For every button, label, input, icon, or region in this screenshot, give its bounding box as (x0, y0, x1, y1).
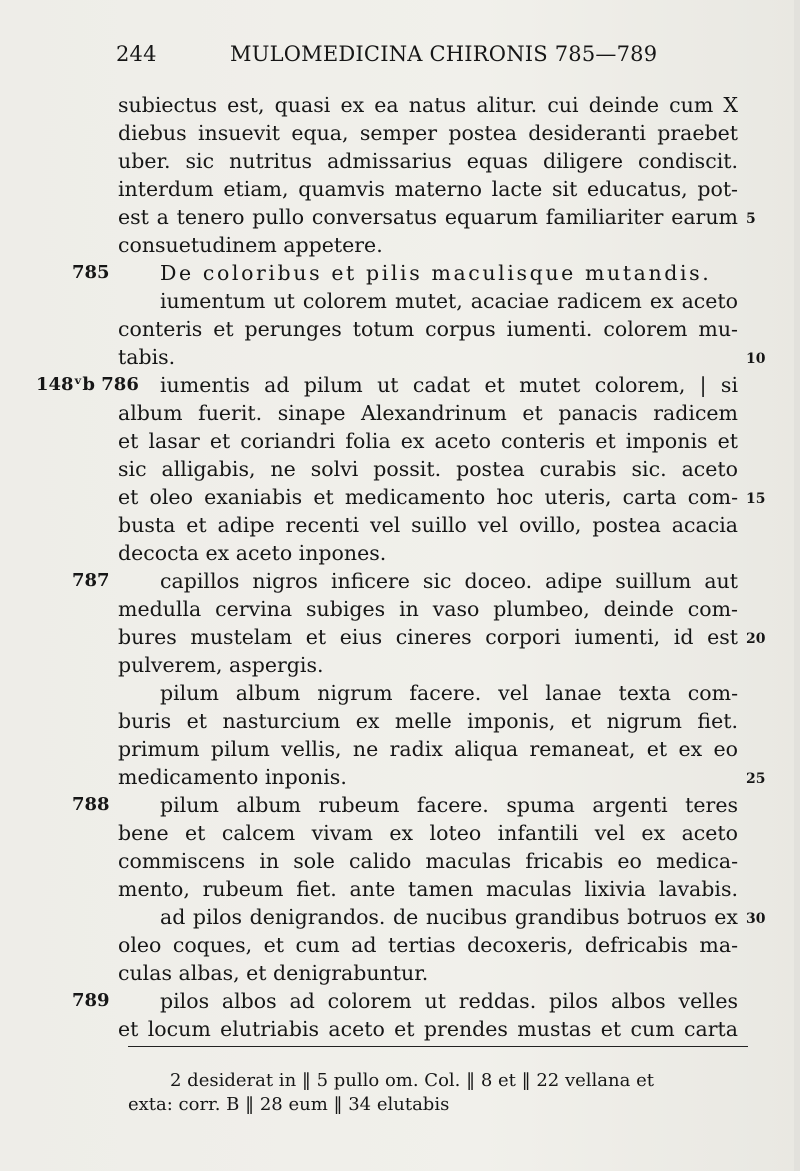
text-line: bures mustelam et eius cineres corpori iumenti, id est (118, 625, 738, 649)
text-line: culas albas, et denigrabuntur. (118, 961, 429, 985)
text-line: pilum album rubeum facere. spuma argenti teres (160, 793, 738, 817)
footnote-line: 2 desiderat in ‖ 5 pullo om. Col. ‖ 8 et ‖ 22 vellana et (170, 1070, 654, 1091)
text-line: et oleo exaniabis et medicamento hoc uteris, carta com- (118, 485, 738, 509)
text-line: consuetudinem appetere. (118, 233, 383, 257)
text-line: iumentum ut colorem mutet, acaciae radicem ex aceto (160, 289, 738, 313)
text-line: et locum elutriabis aceto et prendes mustas et cum carta (118, 1017, 738, 1041)
section-number: 148ᵛb 786 (36, 374, 139, 395)
text-line: et lasar et coriandri folia ex aceto conteris et imponis et (118, 429, 738, 453)
line-number: 15 (746, 491, 766, 507)
section-number: 787 (72, 570, 110, 591)
line-number: 5 (746, 211, 756, 227)
text-line: iumentis ad pilum ut cadat et mutet colorem, | si (160, 373, 738, 397)
text-line: capillos nigros inficere sic doceo. adipe suillum aut (160, 569, 738, 593)
page-number: 244 (116, 42, 157, 66)
section-number: 789 (72, 990, 110, 1011)
text-line: conteris et perunges totum corpus iumenti. colorem mu- (118, 317, 738, 341)
text-line: subiectus est, quasi ex ea natus alitur. cui deinde cum X (118, 93, 738, 117)
page-edge-shadow (794, 0, 800, 1171)
text-line: decocta ex aceto inpones. (118, 541, 387, 565)
text-line: tabis. (118, 345, 176, 369)
text-line: uber. sic nutritus admissarius equas diligere condiscit. (118, 149, 738, 173)
text-line: est a tenero pullo conversatus equarum familiariter earum (118, 205, 738, 229)
text-line: sic alligabis, ne solvi possit. postea curabis sic. aceto (118, 457, 738, 481)
line-number: 30 (746, 911, 766, 927)
text-line: ad pilos denigrandos. de nucibus grandibus botruos ex (160, 905, 738, 929)
text-line: commiscens in sole calido maculas fricabis eo medica- (118, 849, 738, 873)
footnote-rule (128, 1046, 748, 1047)
footnote-line: exta: corr. B ‖ 28 eum ‖ 34 elutabis (128, 1094, 450, 1115)
text-line: busta et adipe recenti vel suillo vel ovillo, postea acacia (118, 513, 738, 537)
text-line: medulla cervina subiges in vaso plumbeo, deinde com- (118, 597, 738, 621)
section-number: 785 (72, 262, 110, 283)
text-line: bene et calcem vivam ex loteo infantili vel ex aceto (118, 821, 738, 845)
running-title: MULOMEDICINA CHIRONIS 785—789 (230, 42, 658, 66)
line-number: 10 (746, 351, 766, 367)
text-line: mento, rubeum fiet. ante tamen maculas lixivia lavabis. (118, 877, 738, 901)
line-number: 20 (746, 631, 766, 647)
text-line: interdum etiam, quamvis materno lacte sit educatus, pot- (118, 177, 738, 201)
section-number: 788 (72, 794, 110, 815)
text-line: primum pilum vellis, ne radix aliqua remaneat, et ex eo (118, 737, 738, 761)
text-line: medicamento inponis. (118, 765, 347, 789)
text-line: buris et nasturcium ex melle imponis, et nigrum fiet. (118, 709, 738, 733)
section-heading: De coloribus et pilis maculisque mutandis. (160, 261, 712, 285)
text-line: pilos albos ad colorem ut reddas. pilos albos velles (160, 989, 738, 1013)
text-line: oleo coques, et cum ad tertias decoxeris, defricabis ma- (118, 933, 738, 957)
text-line: diebus insuevit equa, semper postea desideranti praebet (118, 121, 738, 145)
text-line: pilum album nigrum facere. vel lanae texta com- (160, 681, 738, 705)
text-line: album fuerit. sinape Alexandrinum et panacis radicem (118, 401, 738, 425)
line-number: 25 (746, 771, 766, 787)
text-line: pulverem, aspergis. (118, 653, 324, 677)
